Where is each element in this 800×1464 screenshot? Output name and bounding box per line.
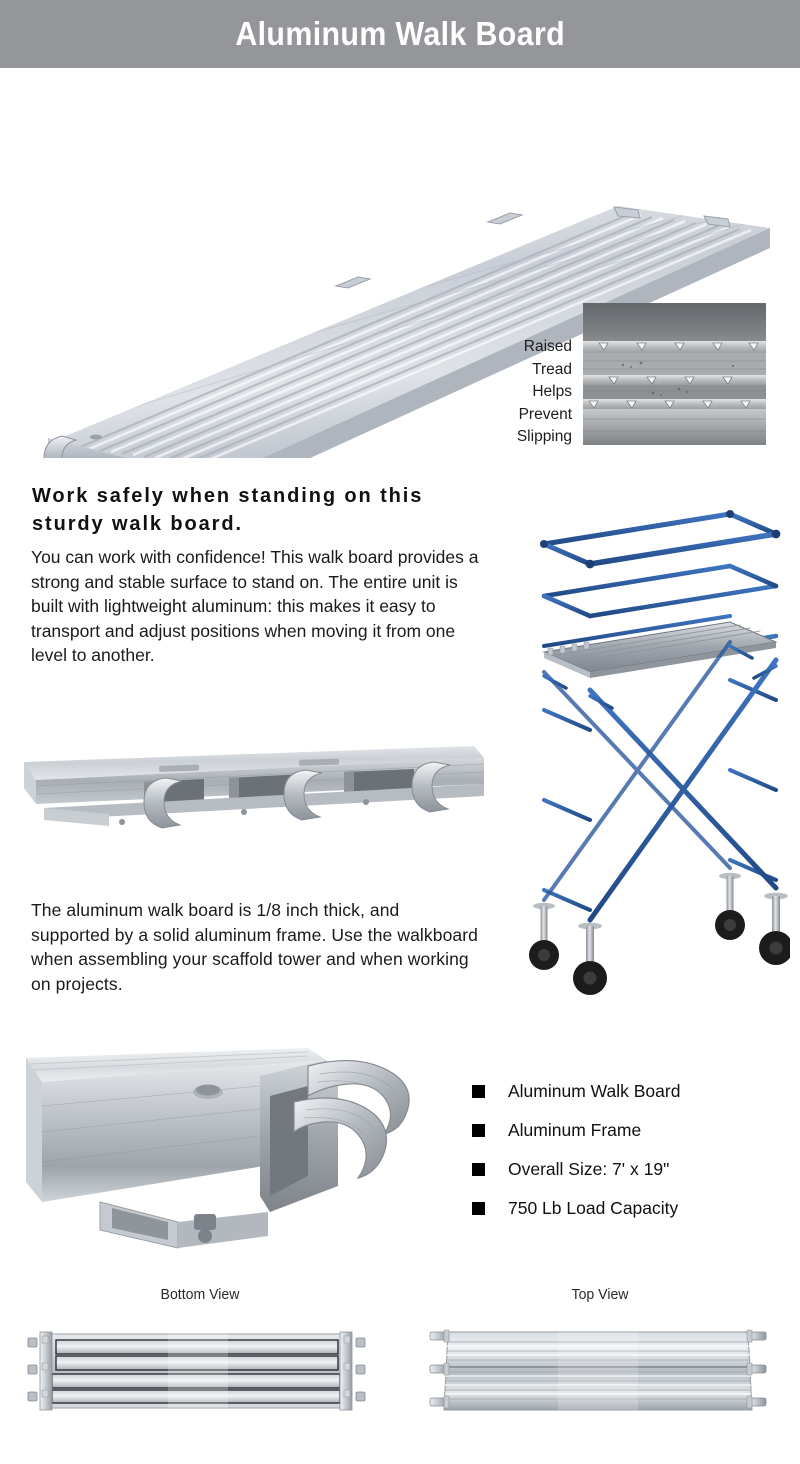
spec-item-label: Aluminum Frame <box>508 1120 642 1140</box>
description-paragraph-2: The aluminum walk board is 1/8 inch thick, and supported by a solid aluminum frame. Use the walkboard when assembling your scaffold tower and when working on projects. <box>31 900 479 994</box>
tread-callout-line: Prevent <box>518 405 572 423</box>
end-hook-closeup-image <box>8 1036 448 1262</box>
scaffold-tower-image <box>508 500 790 1000</box>
tread-callout-line: Raised <box>523 338 572 355</box>
tread-callout-line: Helps <box>532 383 572 400</box>
spec-item-label: Aluminum Walk Board <box>508 1081 681 1101</box>
section-heading: Work safely when standing on this sturdy walk board. <box>32 485 424 535</box>
top-view-caption: Top View <box>571 1286 629 1303</box>
bullet-square-icon <box>472 1124 485 1137</box>
page-title: Aluminum Walk Board <box>235 15 565 52</box>
bullet-square-icon <box>472 1163 485 1176</box>
walk-board-bottom-view-image <box>18 1320 382 1430</box>
tread-callout-line: Slipping <box>516 428 572 445</box>
spec-item <box>472 1189 782 1228</box>
tread-callout-text <box>432 336 572 449</box>
walk-board-underside-image <box>14 722 494 872</box>
tread-callout-line: Tread <box>532 360 572 378</box>
bullet-square-icon <box>472 1202 485 1215</box>
specification-list <box>472 1072 782 1228</box>
spec-item <box>472 1150 782 1189</box>
bullet-square-icon <box>472 1085 485 1098</box>
description-paragraph-1: You can work with confidence! This walk board provides a strong and stable surface to stand on. The entire unit is built with lightweight aluminum: this makes it easy to transport and adjust positions when moving it from one level to another. <box>31 547 479 665</box>
page-header <box>0 0 800 68</box>
raised-tread-closeup-image <box>583 303 766 445</box>
bottom-view-caption: Bottom View <box>160 1286 240 1303</box>
spec-item-label: Overall Size: 7' x 19" <box>508 1159 670 1179</box>
spec-item-label: 750 Lb Load Capacity <box>508 1198 679 1218</box>
spec-item <box>472 1111 782 1150</box>
walk-board-top-view-image <box>418 1320 782 1430</box>
spec-item <box>472 1072 782 1111</box>
